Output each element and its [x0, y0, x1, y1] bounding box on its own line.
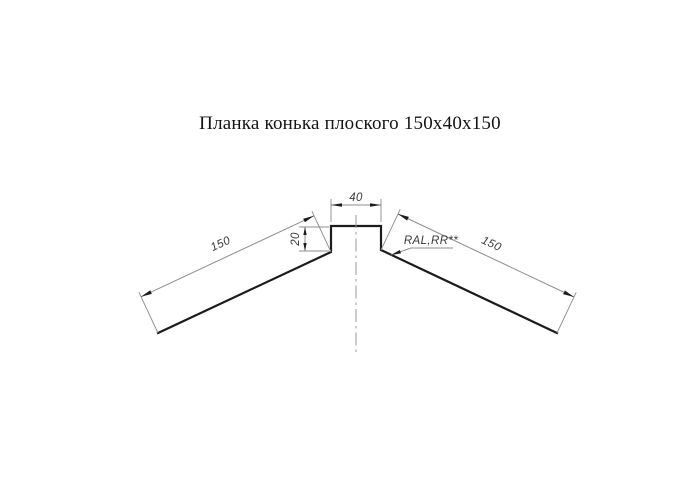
- dim-left-slope-ext-inner: [312, 211, 331, 252]
- dim-edge-height-arrow-bottom: [303, 243, 306, 251]
- dim-left-slope-label: 150: [208, 234, 233, 255]
- dim-top-width-label: 40: [349, 192, 363, 204]
- coating-note-label: RAL,RR**: [403, 235, 459, 247]
- dim-edge-height: [290, 227, 329, 251]
- dim-right-slope-arrow-outer: [563, 291, 574, 298]
- dim-right-slope-line: [398, 214, 574, 297]
- dim-right-slope-arrow-inner: [398, 214, 409, 221]
- dim-left-slope-arrow-outer: [141, 290, 152, 297]
- dim-right-slope-ext-inner: [381, 209, 400, 250]
- dim-top-width-arrow-left: [331, 203, 342, 207]
- dim-right-slope-label: 150: [479, 234, 504, 255]
- drawing-title: Планка конька плоского 150х40х150: [199, 113, 501, 134]
- dim-left-slope-ext-outer: [139, 292, 158, 333]
- coating-leader-arrow: [391, 250, 401, 255]
- dim-edge-height-label: 20: [290, 232, 302, 246]
- dim-edge-height-arrow-top: [303, 227, 306, 235]
- dim-right-slope: [381, 209, 576, 333]
- dim-left-slope-arrow-inner: [303, 216, 314, 223]
- dim-top-width-arrow-right: [370, 203, 381, 207]
- coating-note: [391, 235, 458, 255]
- dim-left-slope-line: [141, 216, 314, 297]
- dim-left-slope: [139, 211, 331, 333]
- dim-right-slope-ext-outer: [557, 292, 576, 333]
